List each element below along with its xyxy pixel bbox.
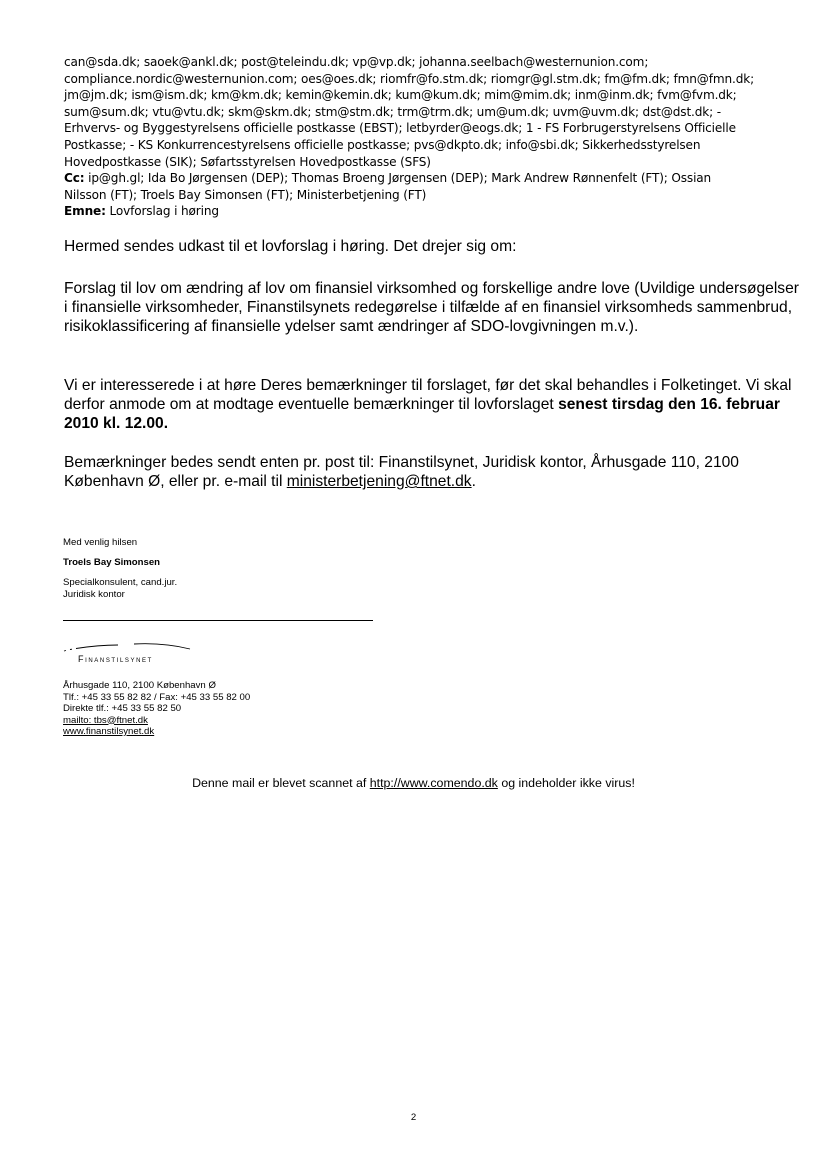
cc-line-2: Nilsson (FT); Troels Bay Simonsen (FT); Ministerbetjening (FT) xyxy=(64,187,427,202)
comments-paragraph xyxy=(64,453,804,491)
virus-scan-footer xyxy=(0,776,827,790)
proposal-paragraph: Forslag til lov om ændring af lov om finansiel virksomhed og forskellige andre love (Uvildige undersøgelser i finansielle virksomheder, Finanstilsynets redegørelse i tilfælde af en finansiel virksomheds sammenbrud, risikoklassificering af finansielle ydelser samt ændringer af SDO-lovgivningen m.v.). xyxy=(64,280,799,336)
signature-greeting: Med venlig hilsen xyxy=(63,537,138,548)
page-number: 2 xyxy=(410,1112,417,1123)
contact-mailto-link[interactable]: mailto: tbs@ftnet.dk xyxy=(63,714,148,726)
interest-paragraph xyxy=(64,376,804,434)
comments-suffix: . xyxy=(471,473,476,491)
footer-suffix: og indeholder ikke virus! xyxy=(497,776,635,790)
comments-email-link[interactable]: ministerbetjening@ftnet.dk xyxy=(286,473,472,491)
signature-department: Juridisk kontor xyxy=(63,589,125,600)
to-line-3: jm@jm.dk; ism@ism.dk; km@km.dk; kemin@kemin.dk; kum@kum.dk; mim@mim.dk; inm@inm.dk; fvm@fvm.dk; xyxy=(64,88,737,103)
contact-address: Århusgade 110, 2100 København Ø xyxy=(63,680,216,691)
cc-label: Cc: xyxy=(64,171,85,186)
contact-phone: Tlf.: +45 33 55 82 82 / Fax: +45 33 55 82 00 xyxy=(63,691,251,703)
interest-text: Vi er interesserede i at høre Deres bemærkninger til forslaget, før det skal behandles i Folketinget. Vi skal derfor anmode om at modtage eventuelle bemærkninger til lovforslaget xyxy=(64,377,792,414)
deadline-text: senest tirsdag den 16. februar 2010 kl. 12.00. xyxy=(64,396,780,433)
to-line-6: Postkasse; - KS Konkurrencestyrelsens officielle postkasse; pvs@dkpto.dk; info@sbi.dk; Sikkerhedsstyrelsen xyxy=(64,137,701,152)
contact-direct: Direkte tlf.: +45 33 55 82 50 xyxy=(63,703,182,714)
signature-name: Troels Bay Simonsen xyxy=(63,557,161,568)
footer-prefix: Denne mail er blevet scannet af xyxy=(192,776,370,790)
to-line-7: Hovedpostkasse (SIK); Søfartsstyrelsen Hovedpostkasse (SFS) xyxy=(64,154,431,169)
signature-title: Specialkonsulent, cand.jur. xyxy=(63,577,178,588)
subject-text: Lovforslag i høring xyxy=(105,204,219,219)
contact-block xyxy=(63,680,250,738)
comments-text: Bemærkninger bedes sendt enten pr. post til: Finanstilsynet, Juridisk kontor, Århusgade 110, 2100 København Ø, eller pr. e-mail til xyxy=(64,454,739,491)
comendo-link[interactable]: http://www.comendo.dk xyxy=(369,776,498,790)
intro-paragraph: Hermed sendes udkast til et lovforslag i høring. Det drejer sig om: xyxy=(64,238,517,255)
to-line-4: sum@sum.dk; vtu@vtu.dk; skm@skm.dk; stm@stm.dk; trm@trm.dk; um@um.dk; uvm@uvm.dk; dst@dst.dk; - xyxy=(64,104,721,119)
email-header xyxy=(64,54,804,220)
to-line-2: compliance.nordic@westernunion.com; oes@oes.dk; riomfr@fo.stm.dk; riomgr@gl.stm.dk; fm@fm.dk; fmn@fmn.dk; xyxy=(64,71,754,86)
subject-label: Emne: xyxy=(64,204,106,219)
to-line-5: Erhvervs- og Byggestyrelsens officielle postkasse (EBST); letbyrder@eogs.dk; 1 - FS Forbrugerstyrelsens Officielle xyxy=(64,121,736,136)
to-line-1: can@sda.dk; saoek@ankl.dk; post@teleindu.dk; vp@vp.dk; johanna.seelbach@westernunion.com; xyxy=(64,55,649,69)
finanstilsynet-logo: Finanstilsynet xyxy=(78,654,153,664)
subject-line xyxy=(64,203,804,220)
logo-swoosh-lines xyxy=(62,640,202,652)
cc-recipients-1: ip@gh.gl; Ida Bo Jørgensen (DEP); Thomas Broeng Jørgensen (DEP); Mark Andrew Rønnenfelt (FT); Ossian xyxy=(84,171,712,186)
signature-divider xyxy=(63,620,373,621)
cc-line-1 xyxy=(64,170,804,187)
contact-web-link[interactable]: www.finanstilsynet.dk xyxy=(63,726,155,737)
